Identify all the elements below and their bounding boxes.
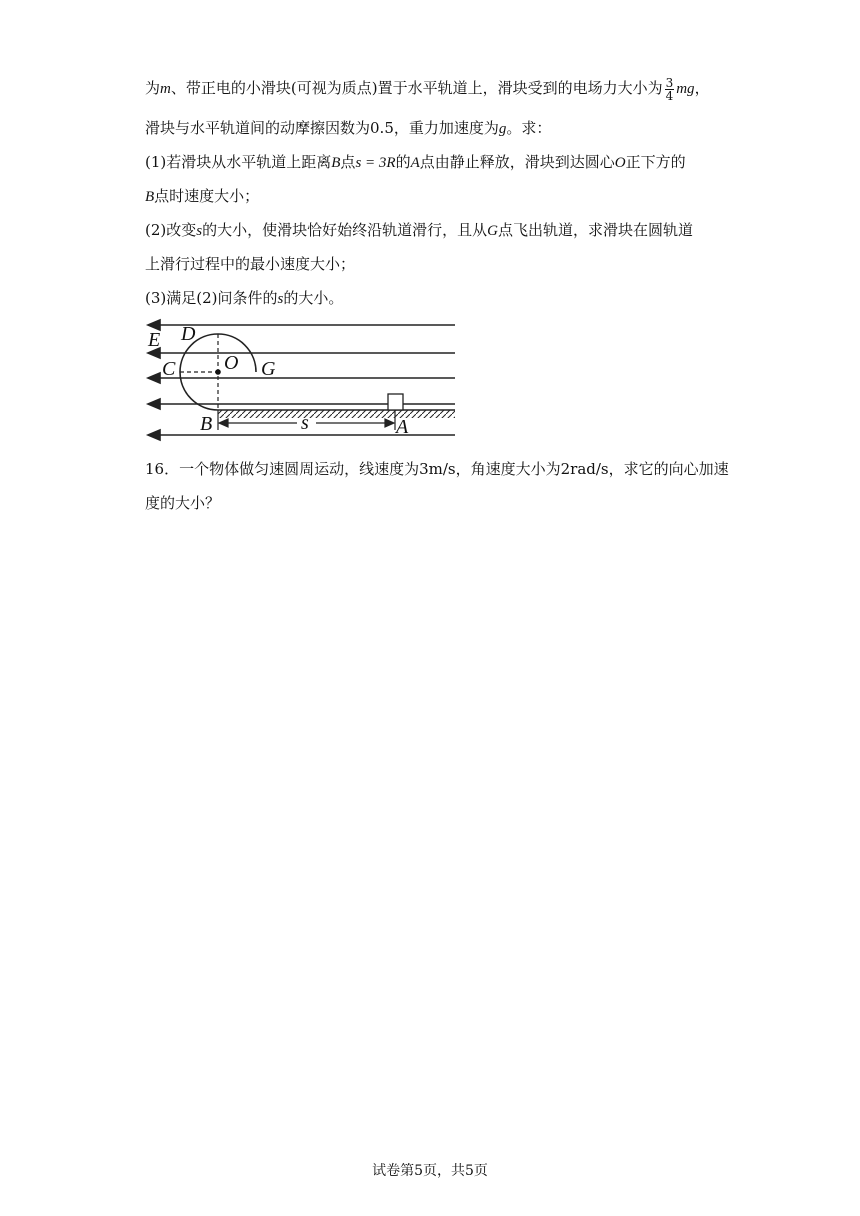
question-16-line-2: 度的大小？	[145, 494, 221, 512]
center-point	[215, 369, 221, 375]
page-footer: 试卷第5页，共5页	[372, 1163, 488, 1179]
question-1-line-1: (1)若滑块从水平轨道上距离B点s = 3R的A点由静止释放，滑块到达圆心O正下方的	[145, 153, 686, 171]
label-E: E	[148, 329, 161, 351]
ground-hatching	[218, 410, 455, 418]
question-3-line: (3)满足(2)问条件的s的大小。	[145, 289, 344, 307]
label-D: D	[181, 323, 196, 345]
var-m: m	[160, 81, 171, 97]
var-mg: mg	[676, 81, 695, 97]
slider-block	[388, 394, 403, 410]
question-1-line-2: B点时速度大小；	[145, 187, 260, 205]
label-s: s	[301, 412, 309, 434]
arrow-head-left-icon	[148, 373, 160, 383]
arrow-head-right-icon	[385, 419, 394, 427]
arrow-head-left-icon	[148, 430, 160, 440]
question-2-line-1: (2)改变s的大小，使滑块恰好始终沿轨道滑行，且从G点飞出轨道，求滑块在圆轨道	[145, 221, 693, 239]
var-g: g	[498, 121, 507, 137]
label-G: G	[261, 358, 276, 380]
question-2-line-2: 上滑行过程中的最小速度大小；	[145, 255, 356, 273]
problem-text-line-2: 滑块与水平轨道间的动摩擦因数为0.5，重力加速度为g。求：	[145, 119, 552, 137]
label-B: B	[200, 413, 213, 435]
label-O: O	[224, 352, 239, 374]
problem-text-line-1: 为m、带正电的小滑块(可视为质点)置于水平轨道上，滑块受到的电场力大小为 $\frac{3}{4}$ mg，	[145, 75, 710, 103]
arrow-head-left-icon	[148, 399, 160, 409]
equation-s-3R: s = 3R	[355, 155, 396, 171]
physics-diagram	[140, 318, 470, 443]
arrow-head-left-icon	[219, 419, 228, 427]
label-A: A	[396, 416, 409, 438]
fraction-three-quarters: $\frac{3}{4}$	[665, 75, 674, 103]
question-16-line-1: 16．一个物体做匀速圆周运动，线速度为3m/s，角速度大小为2rad/s，求它的向心加速	[145, 460, 729, 478]
label-C: C	[162, 358, 176, 380]
